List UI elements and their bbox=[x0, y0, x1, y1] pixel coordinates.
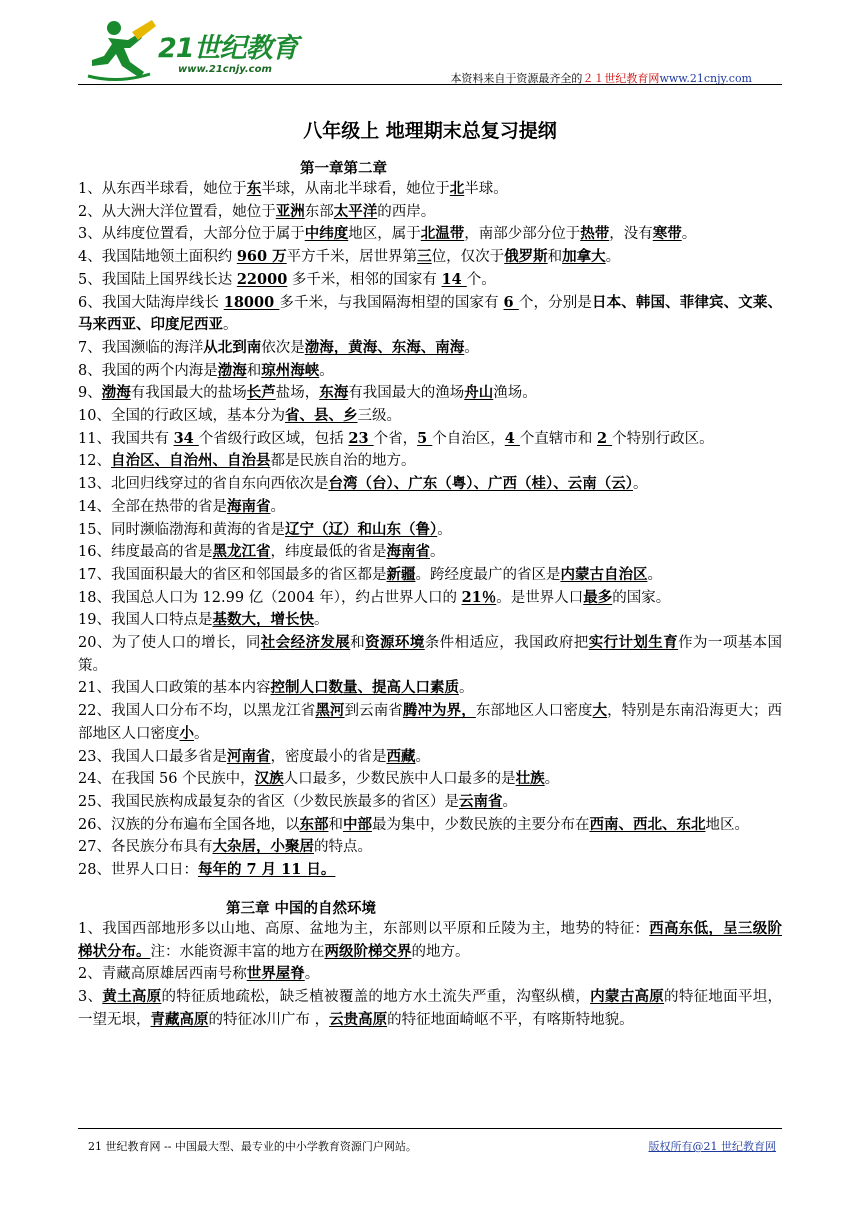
outline-item bbox=[78, 918, 782, 963]
item-text: 11、我国共有 bbox=[78, 430, 174, 447]
chapter-heading-1: 第一章第二章 bbox=[300, 160, 387, 177]
item-answer: 黑河 bbox=[315, 702, 345, 720]
item-answer: 14 bbox=[441, 270, 467, 288]
item-text: 25、我国民族构成最复杂的省区（少数民族最多的省区）是 bbox=[78, 793, 459, 810]
item-answer: 俄罗斯 bbox=[504, 248, 548, 266]
item-text: 注：水能资源丰富的地方在 bbox=[150, 943, 325, 960]
outline-item bbox=[78, 450, 782, 473]
item-answer: 最多 bbox=[583, 588, 613, 606]
item-answer: 云南省 bbox=[458, 792, 503, 810]
item-text: 6、我国大陆海岸线长 bbox=[78, 294, 224, 311]
item-answer: 渤海 bbox=[101, 384, 131, 402]
outline-item bbox=[78, 428, 782, 451]
outline-item bbox=[78, 632, 782, 677]
item-text: 的特征地面崎岖不平，有喀斯特地貌。 bbox=[387, 1011, 634, 1028]
item-text: 的特征质地疏松，缺乏植被覆盖的地方水土流失严重，沟壑纵横， bbox=[161, 988, 591, 1005]
item-answer: 4 bbox=[504, 429, 520, 447]
item-answer: 汉族 bbox=[254, 770, 284, 788]
item-answer: 黄土高原 bbox=[102, 987, 162, 1005]
item-text: 24、在我国 56 个民族中， bbox=[78, 771, 255, 788]
outline-item bbox=[78, 836, 782, 859]
item-answer: 三 bbox=[417, 248, 432, 266]
item-answer: 台湾（台）、广东（粤）、广西（桂）、云南（云） bbox=[328, 475, 633, 493]
item-text: 东部 bbox=[304, 203, 334, 220]
item-text: 。 bbox=[647, 566, 662, 583]
outline-item bbox=[78, 246, 782, 269]
item-text: 位，仅次于 bbox=[431, 249, 505, 266]
item-text: 。 bbox=[502, 793, 517, 810]
outline-item bbox=[78, 791, 782, 814]
item-text: 17、我国面积最大的省区和邻国最多的省区都是 bbox=[78, 566, 387, 583]
outline-item bbox=[78, 564, 782, 587]
item-text: ，没有 bbox=[609, 226, 653, 243]
item-answer: 中纬度 bbox=[304, 225, 349, 243]
document-body bbox=[78, 112, 782, 1031]
item-text: 人口最多，少数民族中人口最多的是 bbox=[283, 771, 516, 788]
outline-item bbox=[78, 178, 782, 201]
item-answer: 琼州海峡 bbox=[261, 361, 320, 379]
item-text: 条件相适应，我国政府把 bbox=[424, 635, 589, 652]
item-text: 26、汉族的分布遍布全国各地，以 bbox=[78, 816, 300, 833]
item-answer: 渤海 bbox=[217, 361, 247, 379]
item-text: 个自治区， bbox=[432, 430, 505, 447]
item-answer: 西南、西北、东北 bbox=[589, 815, 706, 833]
item-text: 4、我国陆地领土面积约 bbox=[78, 249, 237, 266]
item-answer: 河南省 bbox=[226, 747, 271, 765]
item-bold-text: 从北到南 bbox=[203, 338, 262, 356]
outline-item bbox=[78, 746, 782, 769]
item-answer: 北 bbox=[449, 180, 465, 197]
item-text: 7、我国濒临的海洋 bbox=[78, 339, 204, 356]
item-text: 21、我国人口政策的基本内容 bbox=[78, 680, 271, 697]
outline-item bbox=[78, 496, 782, 519]
logo-text: 21世纪教育 bbox=[158, 33, 298, 64]
item-text: 。 bbox=[429, 544, 445, 561]
item-text: 依次是 bbox=[261, 339, 305, 356]
item-text: 。 bbox=[304, 966, 320, 983]
item-text: 的特征冰川广布 ， bbox=[208, 1011, 330, 1028]
item-answer: 控制人口数量、提高人口素质 bbox=[270, 679, 459, 697]
item-text: 2、从大洲大洋位置看，她位于 bbox=[78, 203, 276, 220]
item-text: 三级。 bbox=[357, 408, 401, 425]
item-answer: 青藏高原 bbox=[150, 1010, 209, 1028]
outline-item bbox=[78, 609, 782, 632]
item-text: 1、从东西半球看，她位于 bbox=[78, 181, 247, 197]
item-text: 的地方。 bbox=[411, 943, 470, 960]
outline-item bbox=[78, 405, 782, 428]
item-answer: 东 bbox=[246, 180, 262, 197]
item-answer: 资源环境 bbox=[365, 634, 425, 652]
header-note-prefix: 本资料来自于资源最齐全的 bbox=[450, 72, 583, 85]
item-text: 。 bbox=[437, 521, 452, 538]
item-text: 都是民族自治的地方。 bbox=[270, 453, 416, 470]
outline-item bbox=[78, 201, 782, 224]
outline-item bbox=[78, 337, 782, 360]
item-answer: 大 bbox=[592, 702, 608, 720]
outline-item bbox=[78, 541, 782, 564]
item-text: 。 bbox=[223, 317, 238, 334]
item-text: 22、我国人口分布不均，以黑龙江省 bbox=[78, 703, 316, 720]
item-text: 。 bbox=[319, 362, 334, 379]
item-text: 1、我国西部地形多以山地、高原、盆地为主，东部则以平原和丘陵为主，地势的特征： bbox=[78, 920, 650, 937]
item-answer: 热带 bbox=[580, 225, 610, 243]
item-text: 东部地区人口密度 bbox=[475, 703, 593, 720]
item-answer: 小 bbox=[179, 724, 194, 742]
item-text: 渔场。 bbox=[493, 385, 537, 402]
item-text: 19、我国人口特点是 bbox=[78, 612, 213, 629]
item-text: 和 bbox=[547, 249, 563, 266]
outline-item bbox=[78, 473, 782, 496]
item-answer: 基数大，增长快 bbox=[212, 611, 314, 629]
item-answer: 东部 bbox=[299, 815, 329, 833]
item-answer: 辽宁（辽）和山东（鲁） bbox=[284, 520, 438, 538]
item-text: 。跨经度最广的省区是 bbox=[415, 566, 561, 583]
item-answer: 海南省 bbox=[226, 497, 271, 515]
item-answer: 加拿大 bbox=[562, 248, 606, 266]
item-text: 个省级行政区域，包括 bbox=[198, 430, 349, 447]
outline-item bbox=[78, 963, 782, 986]
item-text: 27、各民族分布具有 bbox=[78, 839, 213, 856]
item-text: 20、为了使人口的增长，同 bbox=[78, 635, 261, 652]
item-answer: 18000 bbox=[223, 293, 280, 311]
header-note-site[interactable]: www.21cnjy.com bbox=[659, 72, 752, 85]
item-text: 的特点。 bbox=[313, 839, 372, 856]
item-answer: 太平洋 bbox=[333, 202, 378, 220]
item-answer: 34 bbox=[173, 429, 199, 447]
item-text: ，纬度最低的省是 bbox=[270, 544, 387, 561]
page-footer bbox=[78, 1128, 782, 1153]
item-answer: 西高东低，呈三级阶梯状分布。 bbox=[78, 919, 782, 960]
item-text: 半球。 bbox=[464, 181, 508, 197]
item-text: 地区，属于 bbox=[348, 226, 421, 243]
item-text: 3、 bbox=[78, 988, 103, 1005]
item-text: 和 bbox=[246, 362, 262, 379]
item-answer: 实行计划生育 bbox=[588, 634, 679, 652]
item-text: 18、我国总人口为 12.99 亿（2004 年），约占世界人口的 bbox=[78, 589, 462, 606]
item-text: 。 bbox=[415, 748, 430, 765]
item-answer: 新疆 bbox=[386, 565, 416, 583]
header-divider bbox=[78, 84, 782, 85]
chapter-3-list bbox=[78, 918, 782, 1032]
item-answer: 每年的 7 月 11 日。 bbox=[197, 861, 336, 879]
item-text: 23、我国人口最多省是 bbox=[78, 748, 227, 765]
item-text: 13、北回归线穿过的省自东向西依次是 bbox=[78, 476, 329, 493]
item-answer: 渤海，黄海、东海、南海 bbox=[304, 338, 465, 356]
item-text: 。是世界人口 bbox=[496, 589, 584, 606]
item-text: 16、纬度最高的省是 bbox=[78, 544, 213, 561]
item-text: 有我国最大的渔场 bbox=[348, 385, 465, 402]
item-answer: 北温带 bbox=[420, 225, 465, 243]
outline-item bbox=[78, 859, 782, 882]
item-answer: 西藏 bbox=[386, 747, 416, 765]
item-text: ，南部少部分位于 bbox=[464, 226, 581, 243]
item-text: 5、我国陆上国界线长达 bbox=[78, 271, 237, 288]
item-answer: 舟山 bbox=[464, 384, 494, 402]
item-answer: 内蒙古自治区 bbox=[560, 565, 648, 583]
item-text: 和 bbox=[350, 635, 366, 652]
item-text: 到云南省 bbox=[344, 703, 403, 720]
outline-item bbox=[78, 768, 782, 791]
item-text: ，密度最小的省是 bbox=[270, 748, 387, 765]
item-text: 3、从纬度位置看，大部分位于属于 bbox=[78, 226, 305, 243]
footer-copyright-link[interactable]: 版权所有@21 世纪教育网 bbox=[648, 1140, 776, 1153]
item-text: 半球，从南北半球看，她位于 bbox=[261, 181, 450, 197]
item-text: 。 bbox=[544, 771, 560, 788]
outline-item bbox=[78, 269, 782, 292]
item-text: 多千米，与我国隔海相望的国家有 bbox=[279, 294, 504, 311]
item-text: 。 bbox=[632, 476, 648, 493]
item-answer: 960 万 bbox=[236, 248, 287, 266]
outline-item bbox=[78, 223, 782, 246]
item-text: 12、 bbox=[78, 453, 111, 470]
item-text: 10、全国的行政区域，基本分为 bbox=[78, 408, 285, 425]
item-answer: 寒带 bbox=[652, 225, 682, 243]
item-text: 有我国最大的盐场 bbox=[130, 385, 247, 402]
chapter-heading-3: 第三章 中国的自然环境 bbox=[226, 899, 377, 917]
item-answer: 海南省 bbox=[386, 543, 430, 561]
item-text: 。 bbox=[313, 612, 329, 629]
item-text: 。 bbox=[464, 339, 479, 356]
item-answer: 23 bbox=[348, 429, 374, 447]
outline-item bbox=[78, 814, 782, 837]
item-answer: 5 bbox=[417, 429, 433, 447]
item-answer: 两级阶梯交界 bbox=[324, 942, 412, 960]
header-note-brand[interactable]: ２１世纪教育网 bbox=[582, 72, 660, 85]
item-text: 15、同时濒临渤海和黄海的省是 bbox=[78, 521, 285, 538]
logo-url: www.21cnjy.com bbox=[178, 64, 272, 75]
outline-item bbox=[78, 986, 782, 1031]
item-text: 的特征地面平坦，一望无垠， bbox=[78, 988, 783, 1028]
item-text: 多千米，相邻的国家有 bbox=[287, 271, 442, 288]
item-answer: 中部 bbox=[342, 815, 372, 833]
item-answer: 黑龙江省 bbox=[212, 543, 271, 561]
item-text: 地区。 bbox=[705, 816, 749, 833]
item-text: 2、青藏高原雄居西南号称 bbox=[78, 966, 247, 983]
item-text: 个直辖市和 bbox=[519, 430, 598, 447]
outline-item bbox=[78, 519, 782, 542]
site-logo bbox=[78, 14, 308, 84]
item-text: 。 bbox=[270, 498, 285, 515]
item-answer: 22000 bbox=[236, 270, 288, 288]
item-text: 14、全部在热带的省是 bbox=[78, 498, 227, 515]
item-text: 个。 bbox=[466, 271, 496, 288]
item-answer: 21％ bbox=[461, 588, 497, 606]
outline-item bbox=[78, 382, 782, 405]
item-answer: 长芦 bbox=[246, 384, 276, 402]
item-answer: 社会经济发展 bbox=[260, 634, 351, 652]
item-text: 。 bbox=[458, 680, 474, 697]
document-title: 八年级上 地理期末总复习提纲 bbox=[303, 120, 557, 142]
footer-left-text: 21 世纪教育网 -- 中国最大型、最专业的中小学教育资源门户网站。 bbox=[88, 1140, 417, 1153]
item-text: 的西岸。 bbox=[377, 203, 436, 220]
item-answer: 东海 bbox=[319, 384, 349, 402]
item-answer: 腾冲为界， bbox=[402, 702, 476, 720]
item-answer: 大杂居，小聚居 bbox=[212, 838, 314, 856]
item-answer: 壮族 bbox=[515, 770, 545, 788]
item-text: 。 bbox=[681, 226, 697, 243]
item-answer: 云贵高原 bbox=[329, 1010, 388, 1028]
item-answer: 省、县、乡 bbox=[284, 407, 358, 425]
item-answer: 内蒙古高原 bbox=[590, 987, 665, 1005]
item-answer: 亚洲 bbox=[275, 202, 305, 220]
outline-item bbox=[78, 587, 782, 610]
outline-item bbox=[78, 292, 782, 337]
item-text: ，特别是东南沿海更大；西部地区人口密度 bbox=[78, 703, 783, 742]
item-text: 个，分别是 bbox=[518, 294, 592, 311]
item-answer: 2 bbox=[597, 429, 613, 447]
item-bold-text: 日本、韩国、菲律宾、文莱、马来西亚、印度尼西亚 bbox=[78, 293, 783, 334]
item-text: 9、 bbox=[78, 385, 102, 402]
item-text: 作为一项基本国策。 bbox=[78, 635, 783, 674]
item-answer: 自治区、自治州、自治县 bbox=[110, 452, 271, 470]
item-text: 。 bbox=[194, 725, 209, 742]
item-answer: 6 bbox=[503, 293, 519, 311]
item-text: 盐场， bbox=[275, 385, 320, 402]
item-text: 平方千米，居世界第 bbox=[286, 249, 418, 266]
footer-divider bbox=[78, 1128, 782, 1129]
runner-icon bbox=[78, 14, 168, 84]
chapter-1-list bbox=[78, 178, 782, 882]
item-text: 最为集中，少数民族的主要分布在 bbox=[371, 816, 590, 833]
item-answer: 世界屋脊 bbox=[246, 965, 305, 983]
item-text: 8、我国的两个内海是 bbox=[78, 362, 218, 379]
item-text: 个省， bbox=[373, 430, 418, 447]
item-text: 个特别行政区。 bbox=[612, 430, 714, 447]
outline-item bbox=[78, 677, 782, 700]
page-header bbox=[78, 14, 782, 86]
outline-item bbox=[78, 700, 782, 745]
item-text: 。 bbox=[605, 249, 621, 266]
outline-item bbox=[78, 360, 782, 383]
item-text: 的国家。 bbox=[612, 589, 671, 606]
item-text: 28、世界人口日： bbox=[78, 862, 198, 879]
item-text: 和 bbox=[328, 816, 343, 833]
